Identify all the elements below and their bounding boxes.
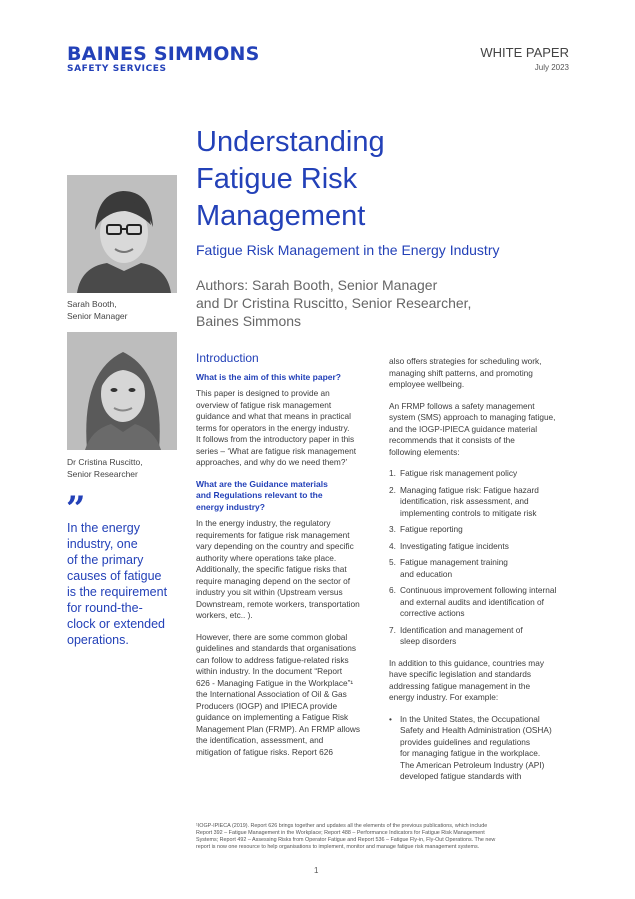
text-line: also offers strategies for scheduling work, [389, 356, 542, 366]
text-line: require managing depend on the sector of [196, 575, 351, 586]
paragraph [389, 658, 579, 704]
text-line: and external audits and identification of [400, 596, 544, 607]
text-line: developed fatigue standards with [400, 771, 522, 781]
authors-block [196, 276, 596, 330]
question-heading [196, 372, 381, 384]
bullet-item [389, 714, 579, 783]
text-line: Producers (IOGP) and IPIECA provide [196, 700, 338, 711]
text-line: guidance on implementing a Fatigue Risk [196, 712, 349, 722]
document-date: July 2023 [534, 63, 569, 72]
title-line: Management [196, 200, 366, 232]
authors-line: Authors: Sarah Booth, Senior Manager [196, 277, 438, 293]
examples-list [389, 714, 579, 783]
question-line: and Regulations relevant to the [196, 490, 323, 500]
list-number: 6. [389, 585, 396, 595]
text-line: An FRMP follows a safety management [389, 400, 535, 411]
pull-quote-line: In the energy [67, 521, 140, 535]
question-line: What is the aim of this white paper? [196, 371, 341, 382]
list-number: 7. [389, 624, 396, 635]
text-line: Fatigue management training [400, 557, 508, 567]
paragraph [196, 632, 381, 759]
author-role: Senior Manager [67, 311, 128, 321]
text-line: corrective actions [400, 608, 465, 618]
text-line: In addition to this guidance, countries may [389, 657, 544, 668]
author-photo-sarah-booth [67, 175, 177, 293]
author-name: Dr Cristina Ruscitto, [67, 457, 143, 467]
page-title [196, 124, 576, 235]
document-type-label: WHITE PAPER [480, 45, 569, 60]
list-number: 4. [389, 540, 396, 551]
text-line: Fatigue risk management policy [400, 468, 518, 478]
author-photo-cristina-ruscitto [67, 332, 177, 450]
text-line: requirements for fatigue risk management [196, 529, 350, 540]
text-line: managing shift patterns, and promoting [389, 367, 533, 378]
text-line: identification, risk assessment, and [400, 496, 529, 506]
pull-quote-line: of the primary [67, 553, 144, 567]
paragraph [389, 401, 579, 459]
list-item [389, 524, 579, 536]
pull-quote-line: is the requirement [67, 585, 168, 599]
text-line: following elements: [389, 446, 460, 457]
author-name: Sarah Booth, [67, 299, 117, 309]
text-line: industry you sit within (Upstream versus [196, 587, 343, 597]
fatigue-elements-list [389, 468, 579, 648]
list-item [389, 541, 579, 553]
body-column-left [196, 353, 381, 768]
paragraph [196, 388, 381, 469]
text-line: addressing fatigue management in the [389, 680, 531, 691]
body-column-right [389, 356, 579, 788]
text-line: can follow to address fatigue-related risks [196, 654, 349, 665]
text-line: Safety and Health Administration (OSHA) [400, 725, 552, 735]
text-line: and education [400, 568, 453, 579]
text-line: series – ‘What are fatigue risk management [196, 445, 357, 456]
text-line: energy industry. For example: [389, 692, 499, 702]
author-caption [67, 298, 187, 322]
text-line: recommends that it consists of the [389, 435, 515, 445]
text-line: Fatigue reporting [400, 524, 463, 534]
text-line: terms for operators in the energy industry. [196, 422, 350, 433]
text-line: In the energy industry, the regulatory [196, 518, 331, 528]
text-line: guidelines and standards that organisations [196, 643, 357, 653]
text-line: Identification and management of [400, 624, 523, 635]
list-number: 5. [389, 557, 396, 567]
text-line: However, there are some common global [196, 631, 348, 642]
footnote-line: Systems; Report 492 – Assessing Risks from Operator Fatigue and Report 536 – Fatigue Fly-in, Fly-Out Operations. The new [196, 837, 496, 843]
text-line: have specific legislation and standards [389, 669, 532, 679]
text-line: and the IOGP-IPIECA guidance material [389, 423, 538, 434]
pull-quote-line: industry, one [67, 537, 138, 551]
text-line: Continuous improvement following internal [400, 585, 557, 595]
text-line: for managing fatigue in the workplace. [400, 748, 541, 758]
page-subtitle: Fatigue Risk Management in the Energy Industry [196, 242, 500, 258]
footnote-line: Report 392 – Fatigue Management in the Workplace; Report 488 – Performance Indicators for Fatigue Risk Management [196, 830, 485, 836]
text-line: guidance and what that means in practical [196, 411, 351, 421]
paragraph [389, 356, 579, 391]
text-line: the International Association of Oil & Gas [196, 689, 347, 699]
text-line: Managing fatigue risk: Fatigue hazard [400, 484, 539, 495]
author-role: Senior Researcher [67, 469, 138, 479]
text-line: Downstream, remote workers, transportation [196, 598, 360, 609]
author-caption [67, 456, 187, 480]
list-item [389, 485, 579, 520]
text-line: system (SMS) approach to managing fatigue, [389, 412, 556, 422]
text-line: 626 - Managing Fatigue in the Workplace”¹ [196, 677, 354, 688]
list-number: 3. [389, 524, 396, 534]
paragraph [196, 518, 381, 622]
text-line: authority where operations take place. [196, 552, 337, 563]
list-item [389, 585, 579, 620]
text-line: It follows from the introductory paper in this [196, 434, 355, 444]
text-line: within industry. In the document “Report [196, 666, 343, 676]
footnote [196, 823, 576, 851]
list-number: 2. [389, 484, 396, 495]
text-line: Investigating fatigue incidents [400, 540, 509, 551]
list-item [389, 625, 579, 648]
pull-quote-line: clock or extended [67, 617, 165, 631]
list-item [389, 468, 579, 480]
text-line: employee wellbeing. [389, 379, 465, 389]
list-item [389, 557, 579, 580]
title-line: Understanding [196, 126, 385, 158]
text-line: In the United States, the Occupational [400, 713, 540, 724]
text-line: workers, etc.. ). [196, 610, 253, 620]
bullet-icon: • [389, 713, 392, 724]
quote-mark-icon: ” [66, 489, 86, 529]
text-line: provides guidelines and regulations [400, 736, 531, 747]
authors-line: and Dr Cristina Ruscitto, Senior Researcher, [196, 295, 472, 311]
text-line: Additionally, the specific fatigue risks that [196, 564, 347, 574]
text-line: implementing controls to mitigate risk [400, 507, 537, 518]
text-line: the identification, assessment, and [196, 735, 324, 745]
authors-line: Baines Simmons [196, 313, 302, 329]
section-heading-introduction: Introduction [196, 351, 259, 365]
company-logo: BAINES SIMMONS [67, 43, 260, 65]
list-number: 1. [389, 468, 396, 478]
text-line: approaches, and why do we need them?’ [196, 457, 348, 467]
title-line: Fatigue Risk [196, 163, 358, 195]
question-line: energy industry? [196, 501, 265, 512]
text-line: Management Plan (FRMP). An FRMP allows [196, 723, 360, 734]
pull-quote [67, 520, 179, 648]
text-line: vary depending on the country and specific [196, 541, 354, 551]
page-number: 1 [314, 866, 319, 875]
pull-quote-line: operations. [67, 633, 129, 647]
footnote-line: report is now one resource to help organisations to implement, monitor and manage fatigue risk management systems. [196, 844, 480, 850]
pull-quote-line: causes of fatigue [67, 569, 162, 583]
question-heading [196, 479, 381, 514]
text-line: The American Petroleum Industry (API) [400, 759, 545, 770]
text-line: This paper is designed to provide an [196, 388, 330, 398]
question-line: What are the Guidance materials [196, 478, 328, 489]
text-line: overview of fatigue risk management [196, 399, 332, 410]
company-logo-subtitle: SAFETY SERVICES [67, 64, 167, 74]
text-line: sleep disorders [400, 636, 457, 646]
text-line: mitigation of fatigue risks. Report 626 [196, 746, 333, 757]
footnote-line: ¹IOGP-IPIECA (2019). Report 626 brings together and updates all the elements of the previous publications, which include [196, 823, 488, 829]
pull-quote-line: for round-the- [67, 601, 143, 615]
